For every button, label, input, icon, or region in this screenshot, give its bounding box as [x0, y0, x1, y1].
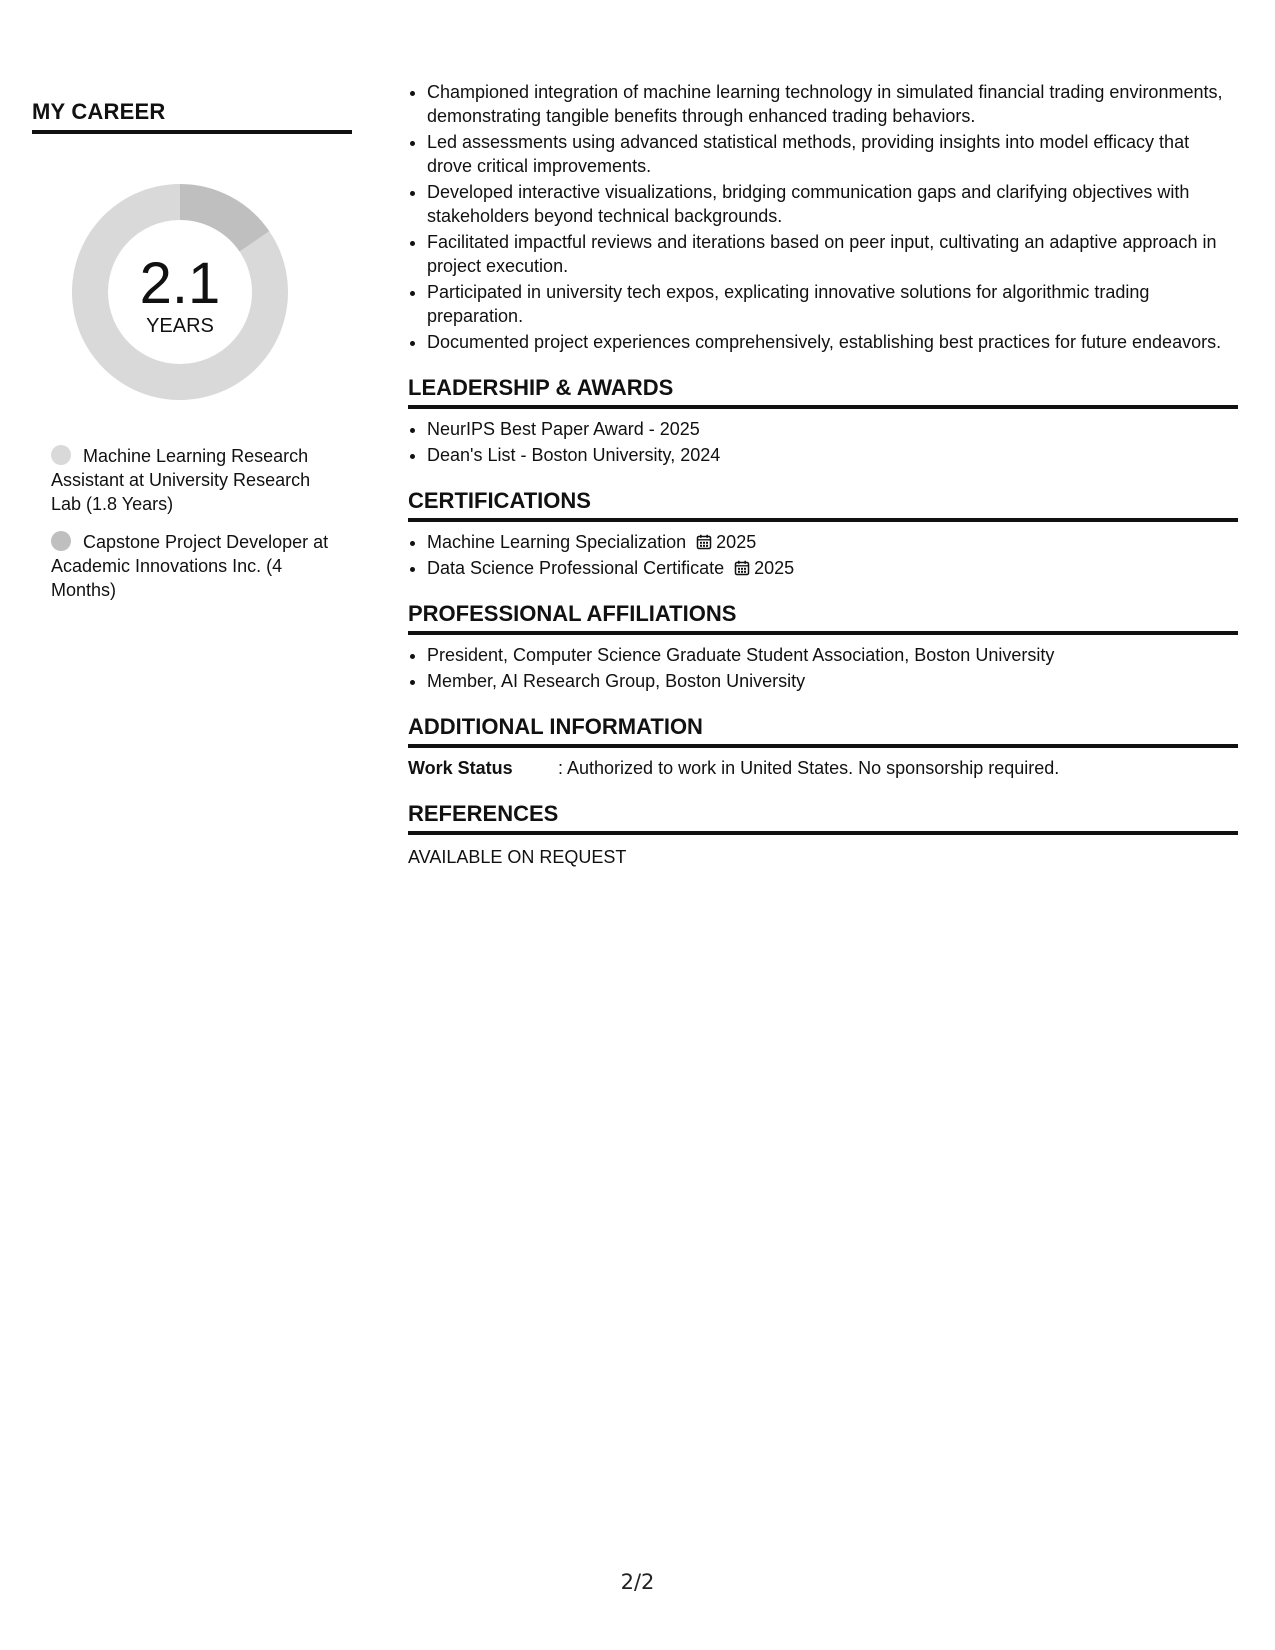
- career-total-unit: YEARS: [146, 315, 214, 337]
- list-item: • Led assessments using advanced statistical methods, providing insights into model efficacy that drove critical improvements.: [427, 130, 1238, 178]
- legend-dot-icon: [51, 531, 71, 551]
- main-content: [408, 80, 1238, 869]
- section-title: ADDITIONAL INFORMATION: [408, 713, 1238, 748]
- additional-info-section: [408, 713, 1238, 780]
- legend-item: [51, 444, 331, 516]
- work-status-row: [408, 756, 1238, 780]
- career-donut-chart: [66, 178, 294, 406]
- section-title: REFERENCES: [408, 800, 1238, 835]
- list-item: • Developed interactive visualizations, bridging communication gaps and clarifying objectives with stakeholders beyond technical backgrounds.: [427, 180, 1238, 228]
- certification-name: Machine Learning Specialization: [427, 532, 687, 552]
- legend-dot-icon: [51, 445, 71, 465]
- career-title: MY CAREER: [32, 98, 352, 134]
- list-item: • Participated in university tech expos, explicating innovative solutions for algorithmic trading preparation.: [427, 280, 1238, 328]
- career-total-value: 2.1: [139, 251, 221, 316]
- references-section: [408, 800, 1238, 869]
- section-title: PROFESSIONAL AFFILIATIONS: [408, 600, 1238, 635]
- certifications-list: [408, 530, 1238, 580]
- legend-label: Capstone Project Developer at Academic Innovations Inc. (4 Months): [51, 532, 329, 600]
- certification-year: 2025: [754, 558, 795, 578]
- experience-bullets: [408, 80, 1238, 354]
- list-item: • Documented project experiences comprehensively, establishing best practices for future endeavors.: [427, 330, 1238, 354]
- donut-center: [66, 178, 294, 406]
- list-item: [427, 556, 1238, 580]
- section-title: LEADERSHIP & AWARDS: [408, 374, 1238, 409]
- page-number: 2/2: [620, 1570, 655, 1594]
- certification-name: Data Science Professional Certificate: [427, 558, 725, 578]
- list-item: • Dean's List - Boston University, 2024: [427, 443, 1238, 467]
- leadership-list: [408, 417, 1238, 467]
- work-status-label: Work Status: [408, 758, 513, 778]
- career-legend: [51, 444, 331, 602]
- calendar-icon: [696, 534, 712, 550]
- career-sidebar: [32, 98, 352, 616]
- list-item: [427, 530, 1238, 554]
- affiliations-list: [408, 643, 1238, 693]
- list-item: • Member, AI Research Group, Boston University: [427, 669, 1238, 693]
- leadership-section: [408, 374, 1238, 467]
- list-item: • Facilitated impactful reviews and iterations based on peer input, cultivating an adaptive approach in project execution.: [427, 230, 1238, 278]
- references-text: AVAILABLE ON REQUEST: [408, 847, 627, 867]
- section-title: CERTIFICATIONS: [408, 487, 1238, 522]
- certification-year: 2025: [716, 532, 757, 552]
- calendar-icon: [734, 560, 750, 576]
- affiliations-section: [408, 600, 1238, 693]
- list-item: • NeurIPS Best Paper Award - 2025: [427, 417, 1238, 441]
- list-item: • Championed integration of machine learning technology in simulated financial trading environments, demonstrating tangible benefits through enhanced trading behaviors.: [427, 80, 1238, 128]
- legend-label: Machine Learning Research Assistant at University Research Lab (1.8 Years): [51, 446, 311, 514]
- certifications-section: [408, 487, 1238, 580]
- list-item: • President, Computer Science Graduate Student Association, Boston University: [427, 643, 1238, 667]
- legend-item: [51, 530, 331, 602]
- work-status-value: : Authorized to work in United States. No sponsorship required.: [558, 758, 1060, 778]
